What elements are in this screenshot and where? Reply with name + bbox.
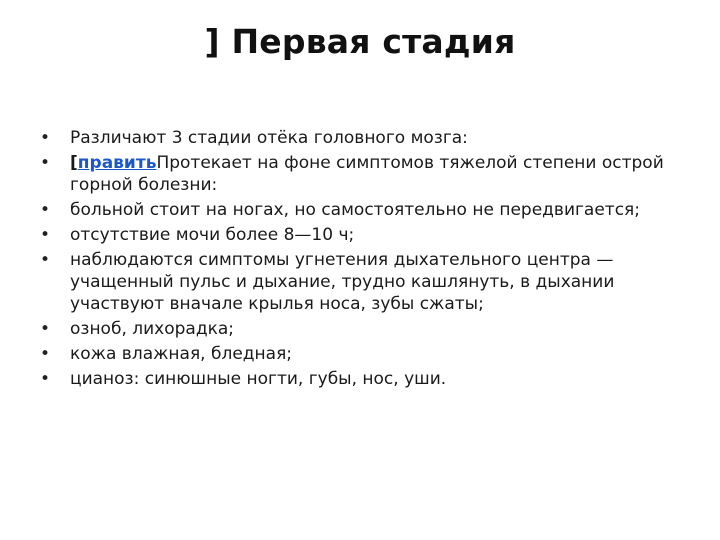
slide-title: ] Первая стадия: [204, 22, 516, 61]
bullet-dot-icon: •: [40, 225, 51, 245]
bullet-item: [40, 318, 690, 340]
bullet-dot-icon: •: [40, 153, 51, 173]
bullet-text: цианоз: синюшные ногти, губы, нос, уши.: [70, 369, 447, 389]
bullet-dot-icon: •: [40, 319, 51, 339]
bullet-item: [40, 152, 690, 196]
bullet-item: [40, 343, 690, 365]
bullet-text: Различают 3 стадии отёка головного мозга:: [70, 128, 468, 148]
bullet-dot-icon: •: [40, 344, 51, 364]
edit-link[interactable]: править: [77, 153, 157, 173]
bullet-text: отсутствие мочи более 8—10 ч;: [70, 225, 355, 245]
bullet-item: [40, 368, 690, 390]
bullet-dot-icon: •: [40, 128, 51, 148]
bullet-text: больной стоит на ногах, но самостоятельно не передвигается;: [70, 200, 640, 220]
bullet-text: наблюдаются симптомы угнетения дыхательного центра — учащенный пульс и дыхание, трудно кашлянуть, в дыхании участвуют вначале крылья носа, зубы сжаты;: [70, 250, 615, 314]
edit-bracket: [: [70, 153, 78, 173]
bullet-text: озноб, лихорадка;: [70, 319, 234, 339]
bullet-dot-icon: •: [40, 250, 51, 270]
bullet-text: Протекает на фоне симптомов тяжелой степени острой горной болезни:: [70, 153, 664, 195]
bullet-item: [40, 224, 690, 246]
bullet-item: [40, 199, 690, 221]
bullet-item: [40, 127, 690, 149]
bullet-dot-icon: •: [40, 200, 51, 220]
bullet-item: [40, 249, 690, 315]
bullet-list: [40, 127, 690, 393]
bullet-text: кожа влажная, бледная;: [70, 344, 293, 364]
bullet-dot-icon: •: [40, 369, 51, 389]
